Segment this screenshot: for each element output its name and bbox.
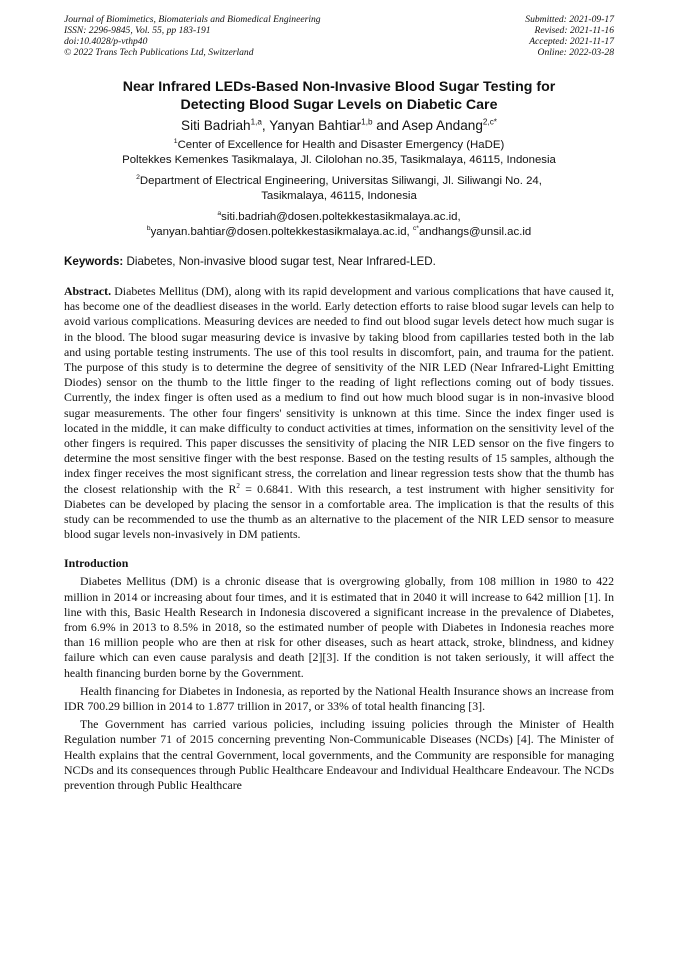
author-name: Yanyan Bahtiar	[269, 118, 362, 133]
author-sup: 1,b	[361, 117, 373, 127]
email-c: andhangs@unsil.ac.id	[418, 226, 532, 238]
author-emails	[64, 210, 614, 240]
keywords-label: Keywords:	[64, 255, 124, 268]
affiliation-1-line-1	[64, 138, 614, 153]
introduction-heading: Introduction	[64, 556, 129, 571]
author-separator: ,	[261, 118, 270, 133]
email-line-1	[64, 210, 614, 225]
title-line-2: Detecting Blood Sugar Levels on Diabetic Care	[180, 97, 498, 113]
affiliation-1-text: Center of Excellence for Health and Disaster Emergency (HaDE)	[177, 139, 505, 151]
affiliation-2-line-1	[64, 174, 614, 189]
journal-name: Journal of Biomimetics, Biomaterials and Biomedical Engineering	[64, 14, 321, 25]
email-c-sup: c*	[412, 225, 419, 233]
intro-paragraph-2: Health financing for Diabetes in Indonesia, as reported by the National Health Insurance shows an increase from IDR 700.29 billion in 2014 to 1.877 trillion in 2017, or 33% of total health financing [3].	[64, 683, 614, 714]
abstract-text: Diabetes Mellitus (DM), along with its rapid development and various complications that have caused it, has become one of the deadliest diseases in the world. Early detection efforts to raise blood sugar levels can help to avoid various complications. Measuring devices are needed to find out blood sugar levels detect how much sugar is in the blood. The blood sugar measuring device is invasive by taking blood from capillaries tested both in the lab and using portable testing instruments. The use of this tool results in discomfort, pain, and trauma for the patient. The purpose of this study is to determine the degree of sensitivity of the NIR LED (Near Infrared-Light Emitting Diodes) sensor on the thumb to the little finger to the reading of light reflections coming out of body tissues. Currently, the index finger is often used as a medium to find out how much blood sugar is in non-invasive blood sugar measurements. The other four fingers' sensitivity is unknown at this time. Since the index finger used is located in the middle, it can make difficulty to conduct activities at times, information on the sensitivity level of the other fingers is required. This paper discusses the sensitivity of placing the NIR LED sensor on the five fingers to determine the most sensitive finger with the best response. Based on the testing results of 15 samples, although the index finger receives the most significant stress, the correlation and linear regression tests show that the thumb has the closest relationship with the R	[64, 284, 614, 496]
affiliation-2-text: Department of Electrical Engineering, Universitas Siliwangi, Jl. Siliwangi No. 24,	[139, 175, 542, 187]
journal-header	[64, 14, 614, 58]
affiliation-1-line-2: Poltekkes Kemenkes Tasikmalaya, Jl. Cilolohan no.35, Tasikmalaya, 46115, Indonesia	[122, 154, 556, 166]
affiliation-2-sup: 2	[136, 174, 140, 182]
email-a-sup: a	[217, 210, 222, 218]
abstract-text-end: = 0.6841. With this research, a test instrument with higher sensitivity for Diabetes can be developed by placing the sensor in a comfortable area. The implication is that the results of this study can be recommended to use the thumb as an alternative to the placement of the NIR LED sensor to measure blood sugar levels non-invasively in DM patients.	[64, 481, 615, 542]
paper-title	[64, 78, 614, 114]
intro-paragraph-3: The Government has carried various policies, including issuing policies through the Minister of Health Regulation number 71 of 2015 concerning preventing Non-Communicable Diseases (NCDs) [4]. The Minister of Health explains that the central Government, local governments, and the Community are responsible for managing NCDs and its consequences through Public Healthcare Endeavour and Individual Healthcare Endeavour. The NCDs prevention through Public Healthcare	[64, 717, 614, 793]
date-accepted: Accepted: 2021-11-17	[529, 36, 614, 47]
date-online: Online: 2022-03-28	[537, 47, 614, 58]
journal-info	[64, 14, 321, 58]
date-revised: Revised: 2021-11-16	[534, 25, 614, 36]
affiliation-2-line-2: Tasikmalaya, 46115, Indonesia	[261, 190, 417, 202]
author-name: Asep Andang	[402, 118, 483, 133]
date-submitted: Submitted: 2021-09-17	[525, 14, 614, 25]
affiliation-2	[64, 174, 614, 204]
r-squared-sup: 2	[236, 481, 240, 490]
journal-doi: doi:10.4028/p-vthp40	[64, 36, 148, 47]
publication-dates	[525, 14, 614, 58]
journal-issn: ISSN: 2296-9845, Vol. 55, pp 183-191	[64, 25, 211, 36]
email-b: yanyan.bahtiar@dosen.poltekkestasikmalaya.ac.id,	[150, 226, 413, 238]
email-b-sup: b	[146, 225, 151, 233]
keywords	[64, 254, 614, 269]
abstract-label: Abstract.	[64, 284, 112, 298]
email-a: siti.badriah@dosen.poltekkestasikmalaya.ac.id,	[221, 211, 461, 223]
author-sup: 2,c*	[482, 117, 497, 127]
affiliation-1	[64, 138, 614, 168]
journal-copyright: © 2022 Trans Tech Publications Ltd, Switzerland	[64, 47, 254, 58]
author-separator: and	[372, 118, 402, 133]
affiliation-1-sup: 1	[173, 138, 178, 146]
email-line-2	[64, 225, 614, 240]
author-name: Siti Badriah	[181, 118, 251, 133]
intro-paragraph-1: Diabetes Mellitus (DM) is a chronic disease that is overgrowing globally, from 108 million in 1980 to 422 million in 2014 or increasing about four times, and it is estimated that in 2040 it will increase to 642 million [1]. In line with this, Basic Health Research in Indonesia discovered a significant increase in the prevalence of Diabetes, from 6.9% in 2013 to 8.5% in 2018, so the estimated number of people with Diabetes in Indonesia reaches more than 16 million people who are then at risk for other diseases, such as heart attack, stroke, blindness, and kidney failure which can even cause paralysis and death [2][3]. If the condition is not taken seriously, it will affect the health financing burden borne by the Government.	[64, 574, 614, 680]
title-line-1: Near Infrared LEDs-Based Non-Invasive Blood Sugar Testing for	[122, 79, 556, 95]
author-sup: 1,a	[250, 117, 262, 127]
abstract	[64, 284, 614, 542]
author-list	[64, 117, 614, 134]
keywords-text: Diabetes, Non-invasive blood sugar test, Near Infrared-LED.	[123, 255, 436, 268]
